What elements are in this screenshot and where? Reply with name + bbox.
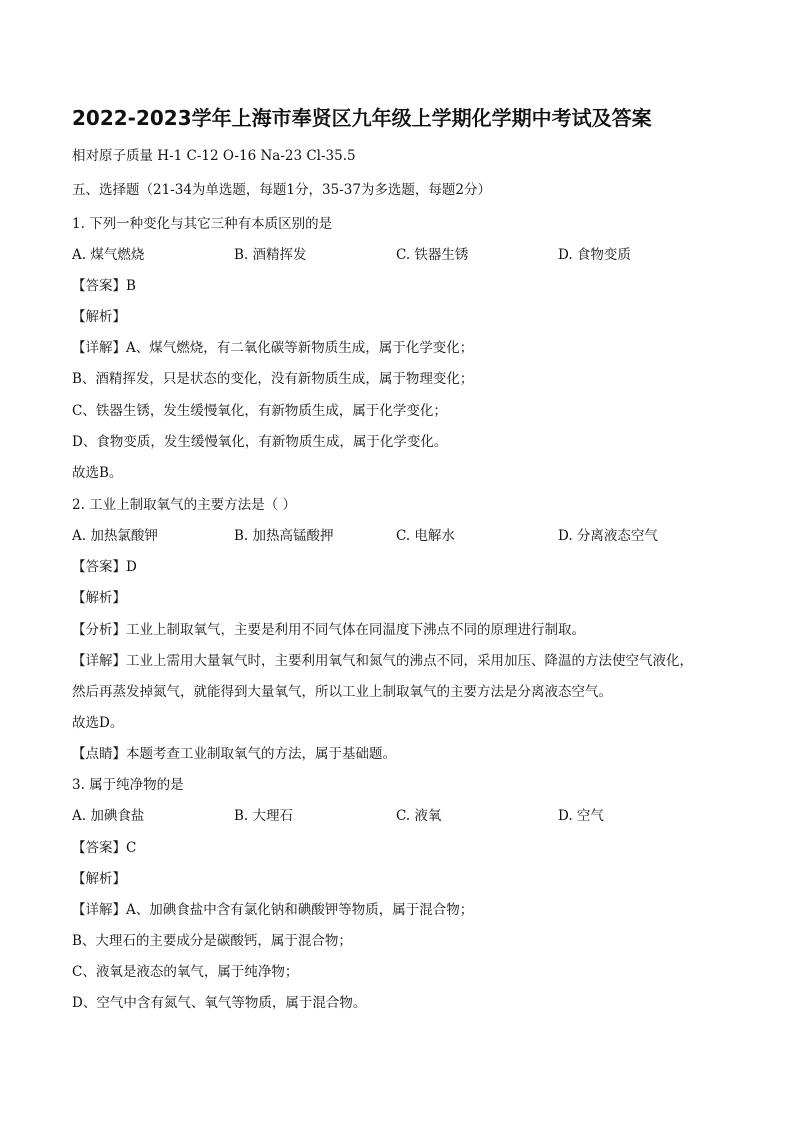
q2-stem: 2. 工业上制取氧气的主要方法是（ ） [72, 497, 296, 513]
q2-detail-line: 【详解】工业上需用大量氧气时，主要利用氧气和氮气的沸点不同，采用加压、降温的方法使空气液化， [72, 653, 693, 669]
q2-option-a: A. 加热氯酸钾 [72, 528, 158, 544]
q1-detail-line: C、铁器生锈，发生缓慢氧化，有新物质生成，属于化学变化； [72, 403, 447, 419]
q2-detail-line: 然后再蒸发掉氮气，就能得到大量氧气，所以工业上制取氧气的主要方法是分离液态空气。 [72, 684, 612, 700]
q1-option-a: A. 煤气燃烧 [72, 247, 145, 263]
document-title: 2022-2023学年上海市奉贤区九年级上学期化学期中考试及答案 [72, 106, 652, 130]
q2-answer: 【答案】D [72, 559, 137, 575]
q1-detail-line: D、食物变质，发生缓慢氧化，有新物质生成，属于化学变化。 [72, 434, 448, 450]
q2-option-d: D. 分离液态空气 [558, 528, 658, 544]
q1-analysis-label: 【解析】 [72, 309, 126, 325]
q3-stem: 3. 属于纯净物的是 [72, 777, 184, 793]
q3-detail-line: C、液氧是液态的氧气，属于纯净物； [72, 964, 299, 980]
q3-option-d: D. 空气 [558, 808, 604, 824]
q1-option-d: D. 食物变质 [558, 247, 631, 263]
q1-stem: 1. 下列一种变化与其它三种有本质区别的是 [72, 216, 333, 232]
q3-option-b: B. 大理石 [234, 808, 294, 824]
q1-conclusion: 故选B。 [72, 465, 123, 481]
q1-detail-line: B、酒精挥发，只是状态的变化，没有新物质生成，属于物理变化； [72, 371, 474, 387]
q3-option-c: C. 液氧 [396, 808, 442, 824]
q3-detail-line: B、大理石的主要成分是碳酸钙，属于混合物； [72, 933, 352, 949]
q3-answer: 【答案】C [72, 840, 137, 856]
q2-fenxi: 【分析】工业上制取氧气，主要是利用不同气体在同温度下沸点不同的原理进行制取。 [72, 622, 585, 638]
q2-analysis-label: 【解析】 [72, 590, 126, 606]
q1-option-b: B. 酒精挥发 [234, 247, 307, 263]
q2-option-c: C. 电解水 [396, 528, 455, 544]
q3-analysis-label: 【解析】 [72, 871, 126, 887]
q1-option-c: C. 铁器生锈 [396, 247, 469, 263]
q3-detail-line: D、空气中含有氮气、氧气等物质，属于混合物。 [72, 995, 367, 1011]
q2-dianjing: 【点睛】本题考查工业制取氧气的方法，属于基础题。 [72, 746, 396, 762]
q1-detail-line: 【详解】A、煤气燃烧，有二氧化碳等新物质生成，属于化学变化； [72, 340, 474, 356]
q2-conclusion: 故选D。 [72, 715, 124, 731]
q1-answer: 【答案】B [72, 278, 136, 294]
q2-option-b: B. 加热高锰酸押 [234, 528, 334, 544]
atomic-mass-line: 相对原子质量 H-1 C-12 O-16 Na-23 Cl-35.5 [72, 148, 356, 164]
section-heading: 五、选择题（21-34为单选题，每题1分，35-37为多选题，每题2分） [72, 182, 492, 198]
q3-detail-line: 【详解】A、加碘食盐中含有氯化钠和碘酸钾等物质，属于混合物； [72, 902, 474, 918]
q3-option-a: A. 加碘食盐 [72, 808, 145, 824]
